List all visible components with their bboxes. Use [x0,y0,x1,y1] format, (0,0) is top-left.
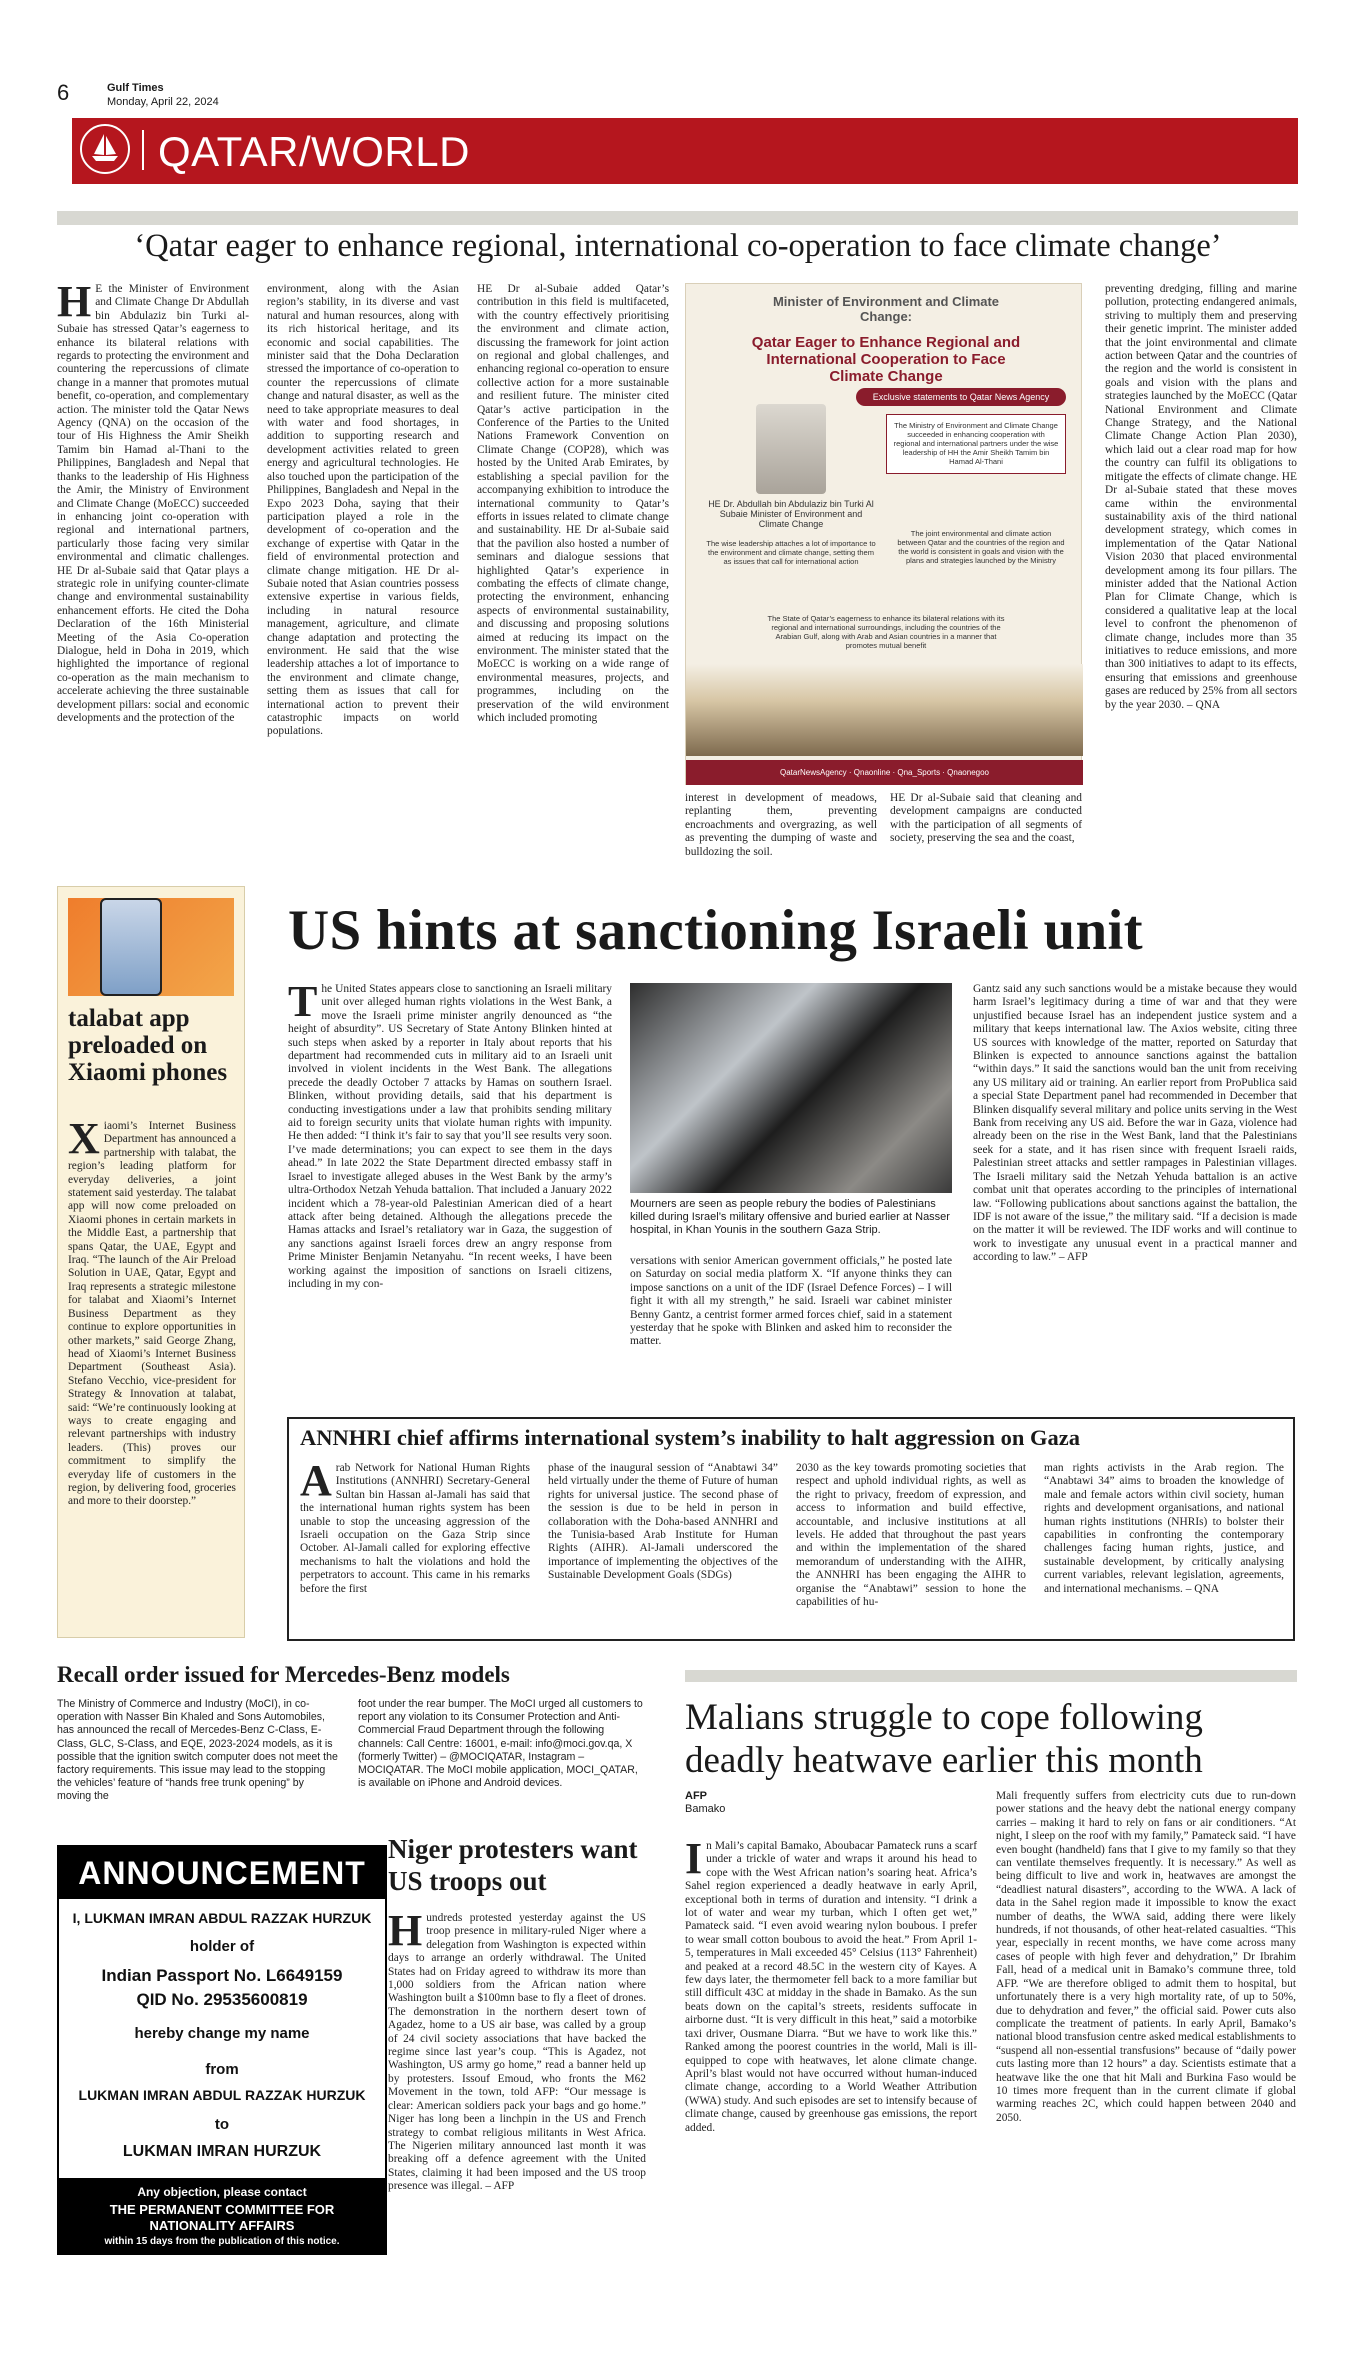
grey-rule [57,211,1298,225]
announcement-line-5: hereby change my name [134,2025,310,2042]
announcement-line-1: I, LUKMAN IMRAN ABDUL RAZZAK HURZUK [72,1910,372,1926]
mali-dateline: Bamako [685,1803,726,1815]
mali-col-2: Mali frequently suffers from electricity cuts due to run-down power stations and the heavy debt the national energy company carries – making it hard to rely on fans or air conditioners. “At night, I sleep on the roof with my family,” Pamateck said. “I have even bought (handheld) fans that I give to my family so that they can ventilate themselves frequently. It is necessary.” As well as being difficult to live and work in, heatwaves are amongst the “deadliest natural disasters”, according to the WWA. A lack of data in the Sahel region made it impossible to know the exact number of deaths, the WWA said, adding there were likely hundreds, if not thousands, of other heat-related casualties. “This year, especially in recent months, we have come across many cases of people with high fever and dehydration,” Dr Ibrahim Fall, head of a medical unit in Bamako’s commune three, told AFP. “We are therefore obliged to admit them to hospital, but unfortunately there is a very high mortality rate, of up to 50%, due to dehydration and fever,” the official said. Power cuts also complicate the treatment of patients. In early April, Bamako’s national blood transfusion centre asked medical establishments to “suspend all non-essential transfusions” because of “daily power cuts lasting more than 12 hours” a day. Scientists estimate that a heatwave like the one that hit Mali and Burkina Faso would be 10 times more frequent than in the current climate if global warming reaches 2C, which could happen between 2040 and 2050. [996,1790,1296,2124]
announcement-line-4: QID No. 29535600819 [136,1990,308,2009]
infographic-box: The Ministry of Environment and Climate Change succeeded in enhancing cooperation with regional and international partners under the wise leadership of HH the Amir Sheikh Tamim bin Hamad Al-Thani [886,414,1066,474]
climate-col-2: environment, along with the Asian region’s stability, in its diverse and vast natural and human resources, along with its rich historical heritage, and its economic and social capabilities. The minister said that the Doha Declaration stressed the importance of co-operation to counter the repercussions of climate change and natural disaster, as well as the need to take appropriate measures to deal with water and food shortages, in addition to supporting research and development activities related to green energy and agricultural technologies. He also touched upon the participation of the Philippines, Bangladesh and Nepal in the Expo 2023 Doha, saying that their participation played a role in the development of co-operation and the exchange of expertise with Qatar in the field of environmental protection and climate change mitigation. HE Dr al-Subaie noted that Asian countries possess extensive expertise in various fields, including in natural resource management, agriculture, and climate change adaptation and protecting the environment. He said that the wise leadership attaches a lot of importance to the environment and climate change, setting them as issues that call for international action to prevent their catastrophic impacts on world populations. [267,283,459,738]
mali-col-1: In Mali’s capital Bamako, Aboubacar Pamateck runs a scarf under a trickle of water and wraps it around his head to cope with the West African nation’s soaring heat. Africa’s Sahel region experienced a deadly heatwave in early April, exceptional both in terms of duration and intensity. “I drink a lot of water and wear my turban, which I often get wet,” Pamateck said. “I even avoid wearing nylon boubous. I prefer to wear small cotton boubous to avoid the heat.” From April 1-5, temperatures in Mali exceeded 45° Celsius (113° Fahrenheit) and peaked at a record 48.5C in the western city of Kayes. A few days later, the thermometer fell back to a more familiar but still difficult 43C at midday in the shade in Bamako. As the sun beats down on the capital’s streets, residents suffocate in airborne dust. “It is very difficult in this heat,” said a motorbike taxi driver, Ousmane Diarra. “But we have to work like this.” Ranked among the poorest countries in the world, Mali is ill-equipped to cope with heatwaves, let alone climate change. April’s blast would not have occurred without human-induced climate change, according to a World Weather Attribution (WWA) study. And such episodes are set to intensify because of climate change, caused by greenhouse gas emissions, the report added. [685,1834,977,2134]
infographic-note-1: The wise leadership attaches a lot of importance to the environment and climate change, setting them as issues that call for international action [706,539,876,566]
mali-grey-rule [685,1670,1297,1682]
us-col-3: Gantz said any such sanctions would be a mistake because they would harm Israel’s legitimacy during a time of war and that they were unjustified because Israel has an independent justice system and a military that keeps international law. The Axios website, citing three US sources with knowledge of the matter, reported on Saturday that Blinken is expected to announce sanctions against the battalion “within days.” It said the sanctions would ban the unit from receiving any US military aid or training. An earlier report from ProPublica said a special State Department panel had recommended in December that Blinken disqualify several military and police units serving in the West Bank from receiving any US aid. Before the war in Gaza, violence had already been on the rise in the West Bank, land that the Palestinians seek for a state, and it has risen since with frequent Israeli raids, Palestinian street attacks and settler rampages in Palestinian villages. The Israeli military said the Netzah Yehuda battalion is an active combat unit that operates according to the principles of international law. “Following publications about sanctions against the battalion, the IDF is not aware of the issue,” the military said. “If a decision is made on the matter it will be reviewed. The IDF works and will continue to work to investigate any unusual event in a practical manner and according to law.” – AFP [973,983,1297,1264]
infographic-name: HE Dr. Abdullah bin Abdulaziz bin Turki Al Subaie Minister of Environment and Climate Change [708,499,874,529]
climate-infographic [685,283,1082,785]
us-col-1: The United States appears close to sanctioning an Israeli military unit over alleged human rights violations in the West Bank, a move the Israeli prime minister angrily denounced as “the height of absurdity”. US Secretary of State Antony Blinken hinted at such steps when asked by a reporter in Italy about reports that his department had recommended cuts in military aid to an Israeli unit involved in violent incidents in the West Bank. The allegations precede the deadly October 7 attacks by Hamas on southern Israel. Blinken, without providing details, said that his department is conducting investigations under a law that prohibits sending military aid to foreign security units that violate human rights with impunity. He then added: “I think it’s fair to say that you’ll see results very soon. I’ve made determinations; you can expect to see them in the days ahead.” In late 2022 the State Department directed embassy staff in Israel to investigate alleged abuses in the West Bank by the army’s ultra-Orthodox Netzah Yehuda battalion. That included a January 2022 incident which a 78-year-old Palestinian American died of a heart attack after being detained. Although the allegations precede the Hamas attacks and Israel’s retaliatory war in Gaza, the suggestion of any sanctions against Israeli forces drew an angry response from Prime Minister Benjamin Netanyahu. “In recent weeks, I have been working against the imposition of sanctions on Israeli citizens, including in my con- [288,977,612,1290]
section-title: QATAR/WORLD [158,128,470,175]
announcement-line-7: LUKMAN IMRAN ABDUL RAZZAK HURZUK [78,2087,366,2103]
issue-date: Monday, April 22, 2024 [107,96,219,108]
climate-col-1: HE the Minister of Environment and Climate Change Dr Abdullah bin Abdulaziz bin Turki al-Subaie has stressed Qatar’s eagerness to enhance its bilateral relations with regards to protecting the environment and countering the repercussions of climate change in a manner that promotes mutual benefit, co-operation, and complementary action. The minister told the Qatar News Agency (QNA) on the occasion of the tour of His Highness the Amir Sheikh Tamim bin Hamad al-Thani to the Philippines, Bangladesh and Nepal that thanks to the leadership of His Highness the Amir, the Ministry of Environment and Climate Change (MoECC) succeeded in enhancing joint co-operation with regional and international partners, particularly those facing very similar environmental and climatic challenges. HE Dr al-Subaie said that Qatar plays a strategic role in unifying counter-climate change and environmental sustainability enhancement efforts. He cited the Doha Declaration of the 16th Ministerial Meeting of the Asia Co-operation Dialogue, held in Doha in 2019, which highlighted the importance of regional co-operation as the main mechanism to accelerate achieving the three sustainable development pillars: social and economic developments and the protection of the [57,277,249,724]
announcement-line-2: holder of [189,1938,255,1955]
announcement-line-6: from [205,2061,239,2078]
announcement-foot-2: THE PERMANENT COMMITTEE FOR NATIONALITY AFFAIRS [109,2202,335,2233]
announcement-title: ANNOUNCEMENT [59,1847,385,1899]
paper-name: Gulf Times [107,82,164,94]
us-caption: Mourners are seen as people rebury the bodies of Palestinians killed during Israel’s military offensive and buried earlier at Nasser hospital, in Khan Younis in the southern Gaza Strip. [630,1198,950,1236]
skyline-illustration [686,664,1083,756]
us-headline: US hints at sanctioning Israeli unit [288,899,1143,962]
infographic-social: QatarNewsAgency · Qnaonline · Qna_Sports · Qnaonegoo [686,760,1083,785]
mali-byline: AFP [685,1790,707,1802]
annhri-col-1: Arab Network for National Human Rights Institutions (ANNHRI) Secretary-General Sultan bin Hassan al-Jamali has said that the international human rights system has been unable to stop the unceasing aggression of the Israeli occupation on the Gaza Strip since October. Al-Jamali called for exploring effective mechanisms to halt the violations and hold the perpetrators to account. This came in his remarks before the first [300,1456,530,1595]
infographic-note-3: The State of Qatar’s eagerness to enhance its bilateral relations with its regional and international surroundings, including the countries of the Arabian Gulf, along with Arab and Asian countries in a manner that promotes mutual benefit [767,614,1005,650]
infographic-title: Minister of Environment and Climate Change: [772,294,1000,324]
annhri-col-3: 2030 as the key towards promoting societies that respect and uphold individual rights, as well as the right to privacy, freedom of expression, and access to information and build effective, accountable, and inclusive institutions at all levels. He added that throughout the past years and within the implementation of the shared memorandum of understanding with the AIHR, the ANNHRI has been engaging the AIHR to organise the “Anabtawi” session to hone the capabilities of hu- [796,1462,1026,1609]
talabat-headline: talabat app preloaded on Xiaomi phones [68,1005,228,1086]
climate-col-6: preventing dredging, filling and marine pollution, protecting endangered animals, striving to multiply them and preserving their genetic imprint. The minister added that the joint environmental and climate action between Qatar and the countries of the region and the world is consistent in goals and vision with the plans and strategies launched by the MoECC (Qatar National Environment and Climate Change Strategy, and the National Climate Change Action Plan 2030), which laid out a clear road map for how the country can fulfil its obligations to mitigate the effects of climate change. HE Dr al-Subaie stated that these moves came within the environmental sustainability axis of the third national development strategy, which comes in implementation of the Qatar National Vision 2030 that placed environmental development among its four pillars. The minister added that the National Action Plan for Climate Change, which is considered a qualitative leap at the local level to confront the phenomenon of climate change, includes more than 35 initiatives to reduce emissions, and more than 300 initiatives to adapt to its effects, ensuring that emissions and greenhouse gases are reduced by 25% from all sectors by the year 2030. – QNA [1105,283,1297,711]
us-col-2: versations with senior American government officials,” he posted late on Saturday on social media platform X. “If anyone thinks they can impose sanctions on a unit of the IDF (Israel Defence Forces) – I will fight it with all my strength,” he said. Israeli war cabinet minister Benny Gantz, a centrist former armed forces chief, said in a statement yesterday that he spoke with Blinken and asked him to reconsider the matter. [630,1255,952,1348]
annhri-headline: ANNHRI chief affirms international system’s inability to halt aggression on Gaza [300,1425,1080,1450]
announcement-foot-3: within 15 days from the publication of this notice. [104,2236,340,2247]
announcement-line-8: to [214,2116,230,2133]
mercedes-col-1: The Ministry of Commerce and Industry (MoCI), in co-operation with Nasser Bin Khaled and Sons Automobiles, has announced the recall of Mercedes-Benz C-Class, E-Class, GLC, S-Class, and EQE, 2023-2024 models, as it is possible that the ignition switch computer does not meet the factory requirements. This issue may lead to the stopping the vehicles’ feature of “hands free trunk opening” by moving the [57,1698,338,1803]
dhow-logo-icon [80,124,130,174]
climate-headline: ‘Qatar eager to enhance regional, international co-operation to face climate change’ [134,228,1222,264]
minister-portrait [756,404,826,494]
talabat-body: Xiaomi’s Internet Business Department has announced a partnership with talabat, the region’s leading platform for everyday deliveries, a joint statement said yesterday. The talabat app will now come preloaded on Xiaomi phones in certain markets in the Middle East, a partnership that spans Qatar, the UAE, Egypt and Iraq. “The launch of the Air Preload Solution in UAE, Qatar, Egypt and Iraq represents a strategic milestone for talabat and Xiaomi’s Internet Business Department as they continue to explore opportunities in other markets,” said George Zhang, head of Xiaomi’s Internet Business Department (Southeast Asia). Stefano Vecchio, vice-president for Strategy & Innovation at talabat, said: “We’re continuously looking at ways to create engaging and relevant partnerships with industry leaders. (This) proves our commitment to simplify the everyday life of customers in the region, by delivering food, groceries and more to their doorstep.” [68,1114,236,1508]
climate-col-3: HE Dr al-Subaie added Qatar’s contribution in this field is multifaceted, with the country effectively prioritising the environment and climate action, discussing the framework for joint action on regional and global challenges, and enhancing regional co-operation to ensure collective action for a more sustainable and resilient future. The minister cited Qatar’s active participation in the Conference of the Parties to the United Nations Framework Convention on Climate Change (COP28), which was hosted by the United Arab Emirates, by establishing a special pavilion for the accompanying exhibition to introduce the international community to Qatar’s efforts in issues related to climate change and sustainability. HE Dr al-Subaie said that the pavilion also hosted a number of seminars and dialogue sessions that highlighted Qatar’s experience in combating the effects of climate change, protecting the environment, enhancing aspects of environmental sustainability, and discussing and proposing solutions aimed at reducing its impact on the environment. The minister stated that the MoECC is working on a wide range of environmental measures, projects, and programmes, including on the preservation of the wild environment which included promoting [477,283,669,724]
announcement-line-3: Indian Passport No. L6649159 [101,1966,343,1985]
niger-headline: Niger protesters want US troops out [388,1834,638,1896]
mali-headline: Malians struggle to cope following deadly heatwave earlier this month [685,1697,1203,1781]
announcement-foot-1: Any objection, please contact [137,2185,307,2199]
banner-divider [142,130,144,170]
annhri-col-4: man rights activists in the Arab region. The “Anabtawi 34” aims to broaden the knowledge of male and female actors within civil society, human rights and development organisations, and national human rights institutions (NHRIs) to bolster their capabilities in confronting the contemporary challenges facing human rights, justice, and sustainable development, by critically analysing current variables, relevant legislation, agreements, and international mechanisms. – QNA [1044,1462,1284,1595]
annhri-col-2: phase of the inaugural session of “Anabtawi 34” held virtually under the theme of Future of human rights for universal justice. The second phase of the session is due to be held in person in collaboration with the Doha-based ANNHRI and the Tunisia-based Arab Institute for Human Rights (AIHR). Al-Jamali underscored the importance of implementing the objectives of the Sustainable Development Goals (SDGs) [548,1462,778,1582]
infographic-subtitle: Qatar Eager to Enhance Regional and International Cooperation to Face Climate Change [751,334,1021,385]
page-number: 6 [57,80,70,105]
phone-icon [100,898,162,996]
mourners-photo [630,983,952,1193]
niger-body: Hundreds protested yesterday against the US troop presence in military-ruled Niger where a delegation from Washington is expected within days to arrange an orderly withdrawal. The United States had on Friday agreed to withdraw its more than 1,000 soldiers from the African nation where Washington built a $100mn base to fly a fleet of drones. The demonstration in the northern desert town of Agadez, home to a US air base, was called by a group of 24 civil society associations that have backed the regime since last year’s coup. “This is Agadez, not Washington, US army go home,” read a banner held up by protesters. Issouf Emoud, who fronts the M62 Movement in the town, told AFP: “Our message is clear: American soldiers pack your bags and go home.” Niger has long been a linchpin in the US and French strategy to combat religious militants in West Africa. The Nigerien military announced last month it was breaking off a defence agreement with the United States, claiming it had been imposed and the US troop presence was illegal. – AFP [388,1906,646,2193]
mercedes-col-2: foot under the rear bumper. The MoCI urged all customers to report any violation to its Consumer Protection and Anti-Commercial Fraud Department through the following channels: Call Centre: 16001, e-mail: info@moci.gov.qa, X (formerly Twitter) – @MOCIQATAR, Instagram – MOCIQATAR. The MoCI mobile application, MOCI_QATAR, is available on iPhone and Android devices. [358,1698,643,1790]
announcement-line-9: LUKMAN IMRAN HURZUK [122,2143,322,2160]
infographic-note-2: The joint environmental and climate action between Qatar and the countries of the region and the world is consistent in goals and vision with the plans and strategies launched by the Ministry [897,529,1065,565]
climate-col-5: HE Dr al-Subaie said that cleaning and development campaigns are conducted with the participation of all segments of society, preserving the sea and the coast, [890,792,1082,845]
climate-col-4: interest in development of meadows, replanting them, preventing encroachments and overgrazing, as well as preventing the dumping of waste and bulldozing the soil. [685,792,877,858]
mercedes-headline: Recall order issued for Mercedes-Benz models [57,1662,510,1687]
infographic-pill: Exclusive statements to Qatar News Agency [856,388,1066,406]
